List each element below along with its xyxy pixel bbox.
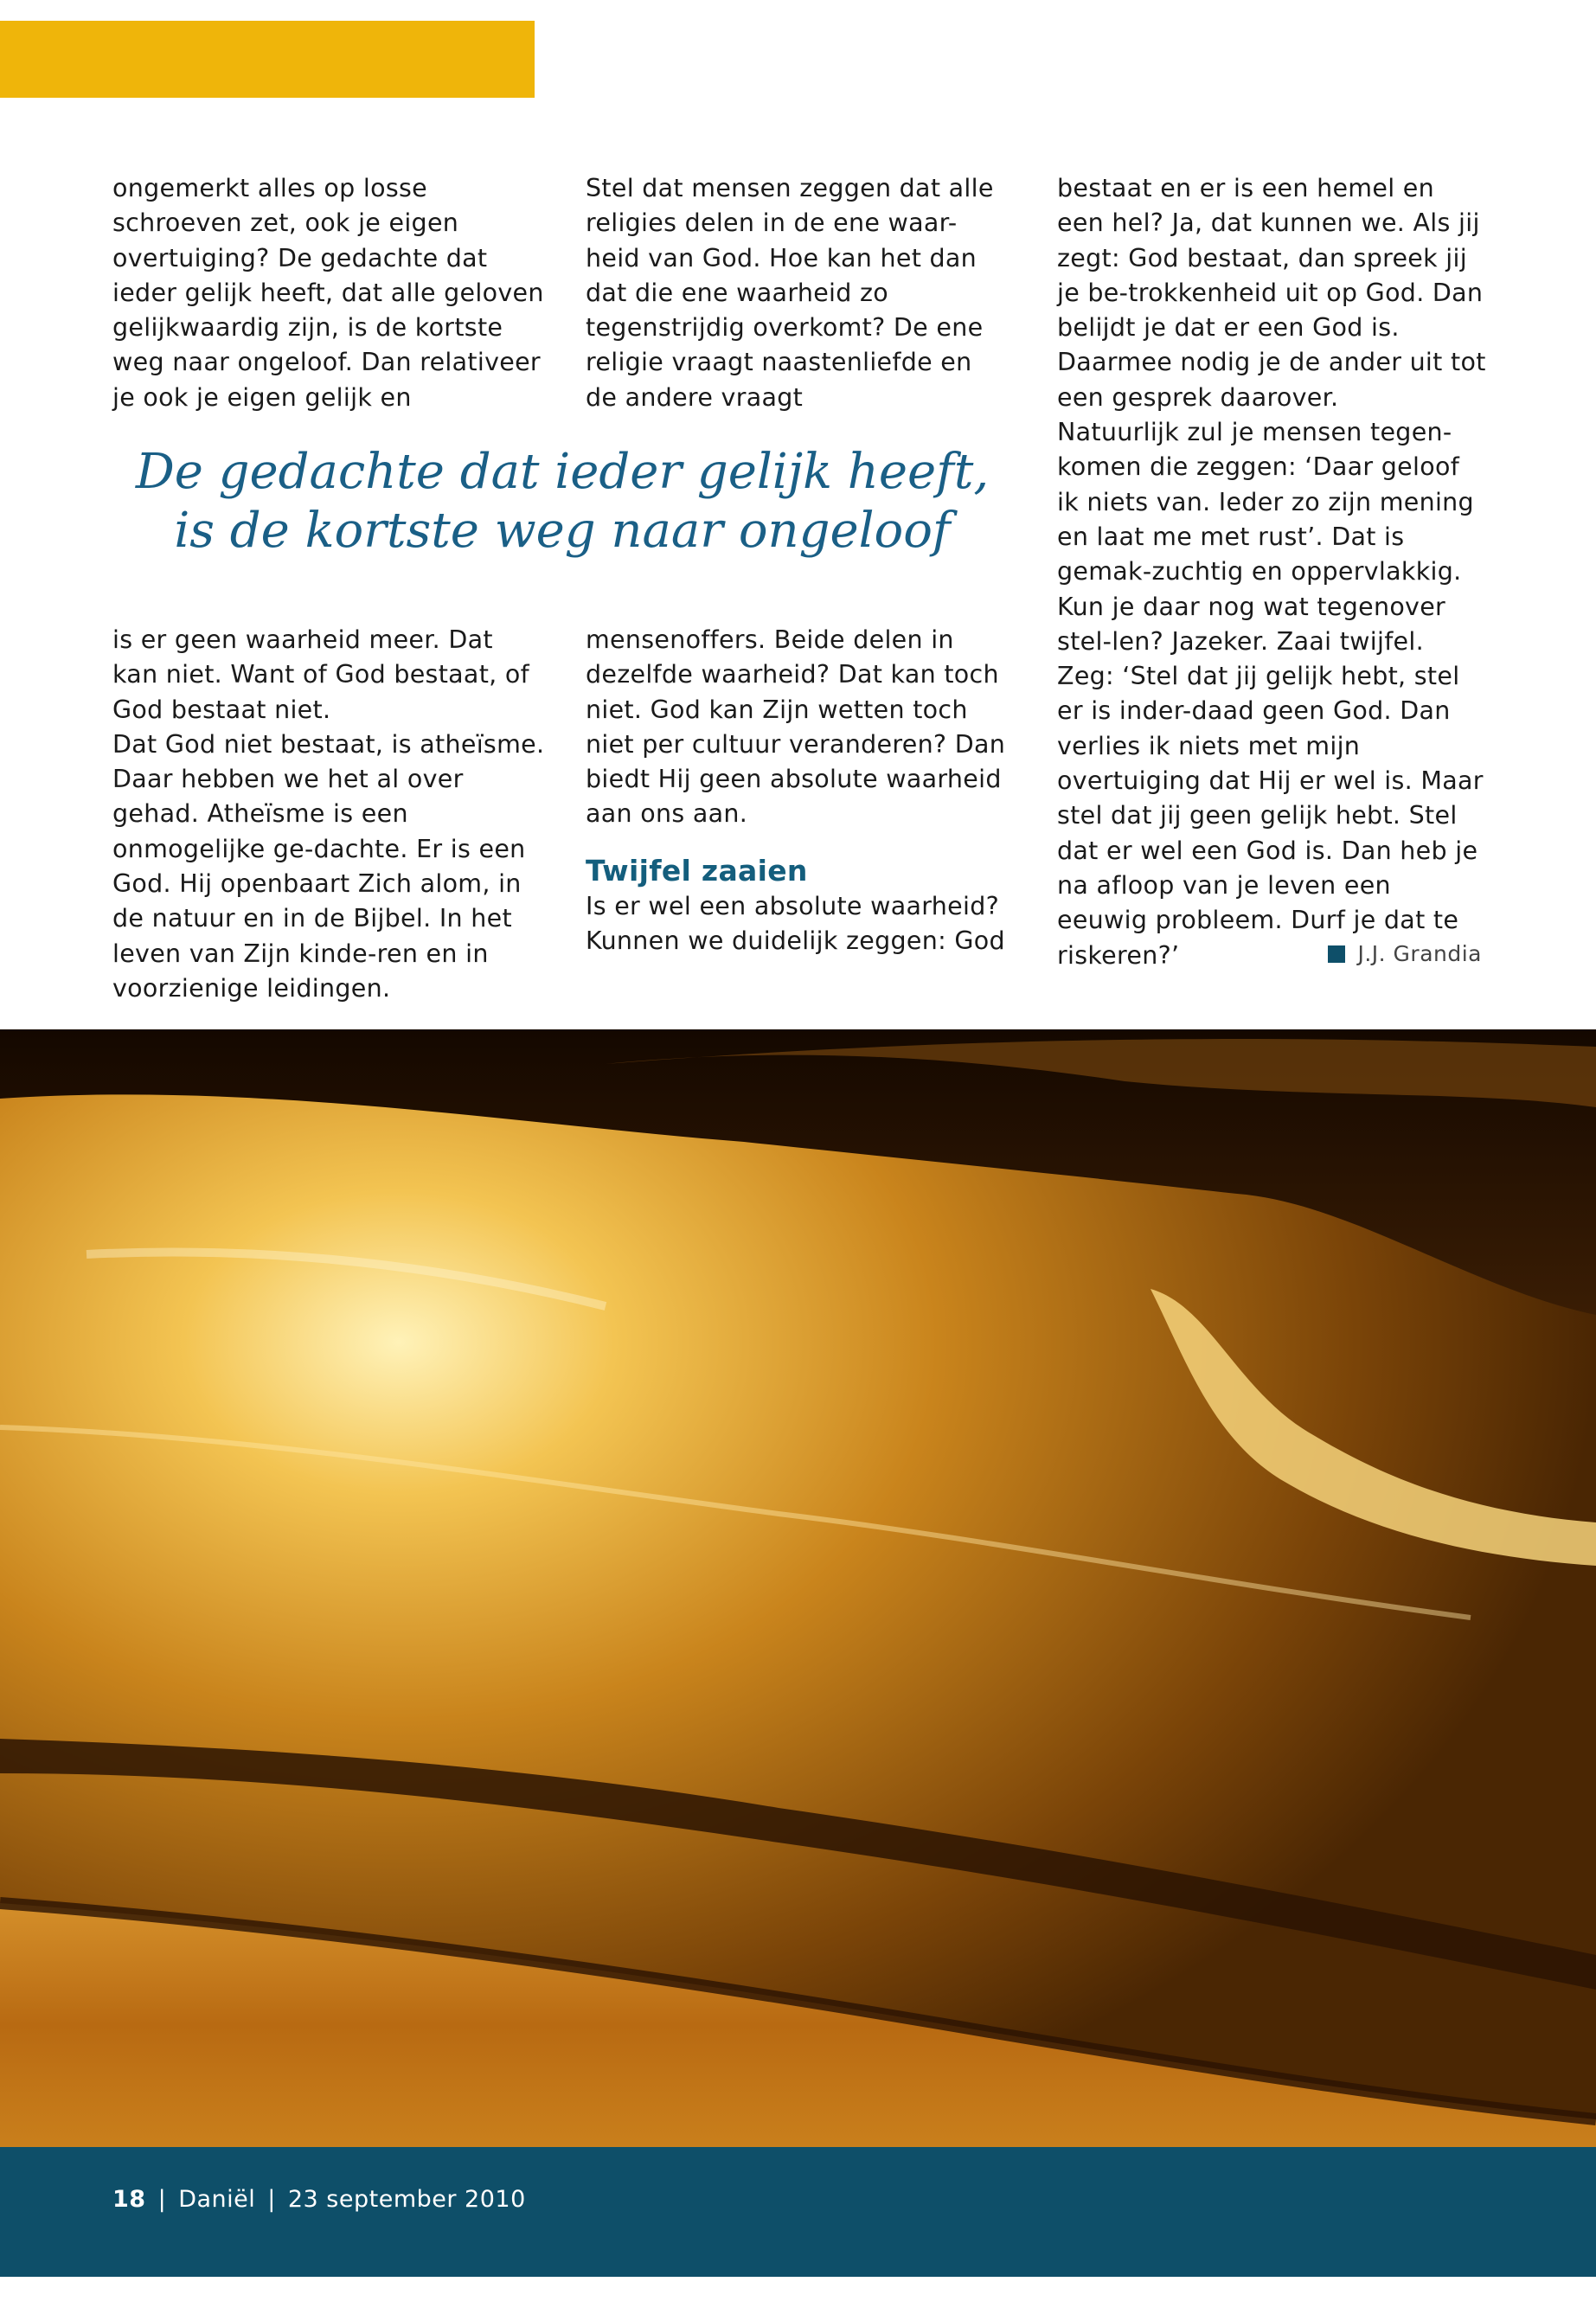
footer-separator-1: | (157, 2186, 167, 2213)
sunset-beach-waves-photo (0, 1029, 1596, 2147)
byline-author: J.J. Grandia (1357, 941, 1482, 966)
footer-text (112, 2185, 526, 2214)
column-3 (1057, 171, 1488, 973)
subheading-twijfel-zaaien: Twijfel zaaien (586, 853, 808, 888)
column-1-top (112, 171, 545, 415)
col2-bottom-text: mensenoffers. Beide delen in dezelfde waarheid? Dat kan toch niet. God kan Zijn wetten toch niet per cultuur veranderen? Dan biedt Hij geen absolute waarheid aan ons aan. (586, 625, 1006, 829)
column-2-top (586, 171, 1010, 415)
col3-paragraph-2: Natuurlijk zul je mensen tegen-komen die zeggen: ‘Daar geloof ik niets van. Ieder zo zijn mening en laat me met rust’. Dat is gemak-zuchtig en oppervlakkig. (1057, 418, 1474, 586)
pull-quote-line-1: De gedachte dat ieder gelijk heeft, (135, 444, 990, 500)
col1-top-text: ongemerkt alles op losse schroeven zet, ook je eigen overtuiging? De gedachte dat ieder gelijk heeft, dat alle geloven gelijkwaardig zijn, is de kortste weg naar ongeloof. Dan relativeer je ook je eigen gelijk en (112, 174, 544, 412)
column-1-bottom (112, 623, 545, 1006)
section-color-tab (0, 21, 535, 98)
page-number: 18 (112, 2186, 146, 2213)
footer-bar (0, 2147, 1596, 2277)
column-2-bottom (586, 623, 1018, 958)
publication-name: Daniël (178, 2186, 256, 2213)
col1-bottom-paragraph-2: Dat God niet bestaat, is atheïsme. Daar hebben we het al over gehad. Atheïsme is een onmogelijke ge-dachte. Er is een God. Hij openbaart Zich alom, in de natuur en in de Bijbel. In het leven van Zijn kinde-ren en in voorzienige leidingen. (112, 729, 545, 1003)
publication-date: 23 september 2010 (287, 2186, 526, 2213)
footer-separator-2: | (267, 2186, 276, 2213)
col2-after-subheading-text: Is er wel een absolute waarheid? Kunnen we duidelijk zeggen: God (586, 891, 1005, 956)
sunset-beach-waves-graphic (0, 1029, 1596, 2147)
col2-top-text: Stel dat mensen zeggen dat alle religies delen in de ene waar-heid van God. Hoe kan het dan dat die ene waarheid zo tegenstrijdig overkomt? De ene religie vraagt naastenliefde en de andere vraagt (586, 174, 994, 412)
col3-paragraph-1: bestaat en er is een hemel en een hel? Ja, dat kunnen we. Als jij zegt: God bestaat, dan spreek jij je be-trokkenheid uit op God. Dan belijdt je dat er een God is. Daarmee nodig je de ander uit tot een gesprek daarover. (1057, 174, 1486, 412)
col1-bottom-paragraph-1: is er geen waarheid meer. Dat kan niet. Want of God bestaat, of God bestaat niet. (112, 625, 529, 724)
pull-quote-line-2: is de kortste weg naar ongeloof (174, 503, 951, 559)
pull-quote (112, 443, 1012, 561)
byline (1328, 941, 1482, 967)
col3-paragraph-3: Kun je daar nog wat tegenover stel-len? Jazeker. Zaai twijfel. Zeg: ‘Stel dat jij gelijk hebt, stel er is inder-daad geen God. Dan verlies ik niets met mijn overtuiging dat Hij er wel is. Maar stel dat jij geen gelijk hebt. Stel dat er wel een God is. Dan heb je na afloop van je leven een eeuwig probleem. Durf je dat te riskeren?’ (1057, 592, 1484, 970)
byline-square-icon (1328, 945, 1345, 963)
